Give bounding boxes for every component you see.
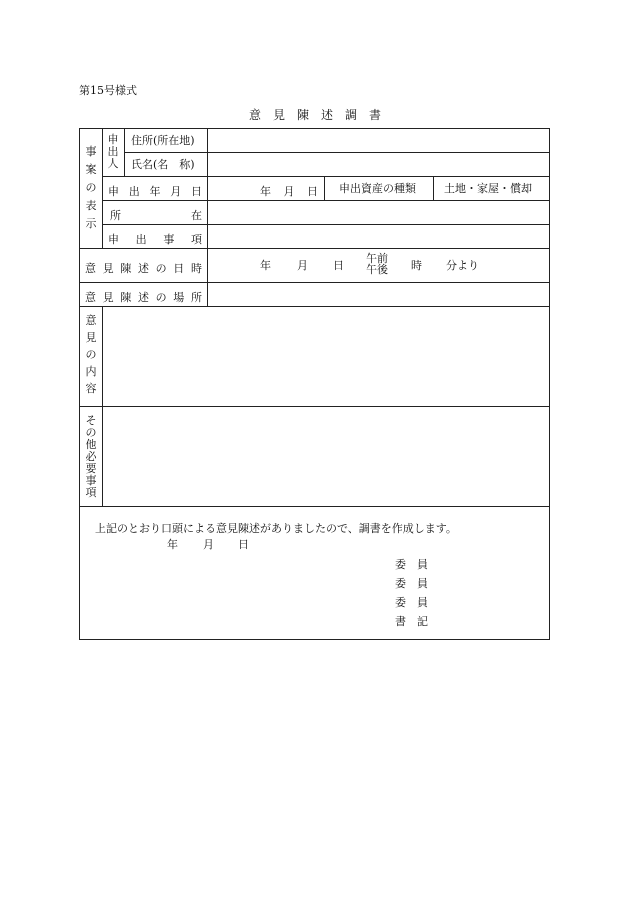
applicant-label: 申 出 人 <box>107 133 119 170</box>
statement-datetime-label: 意 見 陳 述 の 日 時 <box>85 262 202 275</box>
datetime-hour: 時 <box>411 259 422 272</box>
committee-member-1: 委 員 <box>395 558 428 571</box>
col-divider-asset <box>433 176 434 200</box>
application-date-value: 年 月 日 <box>260 185 318 198</box>
row-divider-location <box>102 224 550 225</box>
row-divider-matter <box>79 248 550 249</box>
row-divider-date <box>102 200 550 201</box>
row-divider-address <box>124 152 550 153</box>
row-divider-name <box>102 176 550 177</box>
col-divider-applicant <box>124 128 125 176</box>
location-label: 所 在 <box>110 209 202 222</box>
footer-date-month: 月 <box>203 538 214 551</box>
row-divider-datetime <box>79 282 550 283</box>
col-divider-opinion <box>102 306 103 506</box>
committee-member-3: 委 員 <box>395 596 428 609</box>
row-divider-opinion <box>79 406 550 407</box>
col-divider-side <box>102 128 103 248</box>
statement-place-label: 意 見 陳 述 の 場 所 <box>85 291 202 304</box>
name-label: 氏名(名 称) <box>131 158 195 171</box>
datetime-minute: 分より <box>446 259 479 272</box>
document-title: 意 見 陳 述 調 書 <box>248 108 381 122</box>
datetime-year: 年 <box>260 259 271 272</box>
datetime-month: 月 <box>297 259 308 272</box>
committee-member-2: 委 員 <box>395 577 428 590</box>
address-label: 住所(所在地) <box>131 134 195 147</box>
form-table <box>79 128 550 640</box>
form-number: 第15号様式 <box>79 84 137 97</box>
footer-date-day: 日 <box>238 538 249 551</box>
row-divider-place <box>79 306 550 307</box>
other-matters-label: そ の 他 必 要 事 項 <box>85 414 97 499</box>
asset-type-value: 土地・家屋・償却 <box>444 182 532 195</box>
row-divider-other <box>79 506 550 507</box>
application-date-label: 申 出 年 月 日 <box>108 185 202 198</box>
col-divider-datetime <box>207 248 208 306</box>
application-matter-label: 申 出 事 項 <box>108 233 202 246</box>
datetime-day: 日 <box>333 259 344 272</box>
col-divider-date-value <box>324 176 325 200</box>
case-display-label: 事 案 の 表 示 <box>85 145 97 230</box>
am-pm-label: 午前 午後 <box>366 252 388 276</box>
clerk: 書 記 <box>395 615 428 628</box>
opinion-content-label: 意 見 の 内 容 <box>85 314 97 395</box>
asset-type-label: 申出資産の種類 <box>339 182 416 195</box>
footer-date-year: 年 <box>167 538 178 551</box>
col-divider-label <box>207 128 208 248</box>
closing-statement: 上記のとおり口頭による意見陳述がありましたので、調書を作成します。 <box>95 522 457 535</box>
